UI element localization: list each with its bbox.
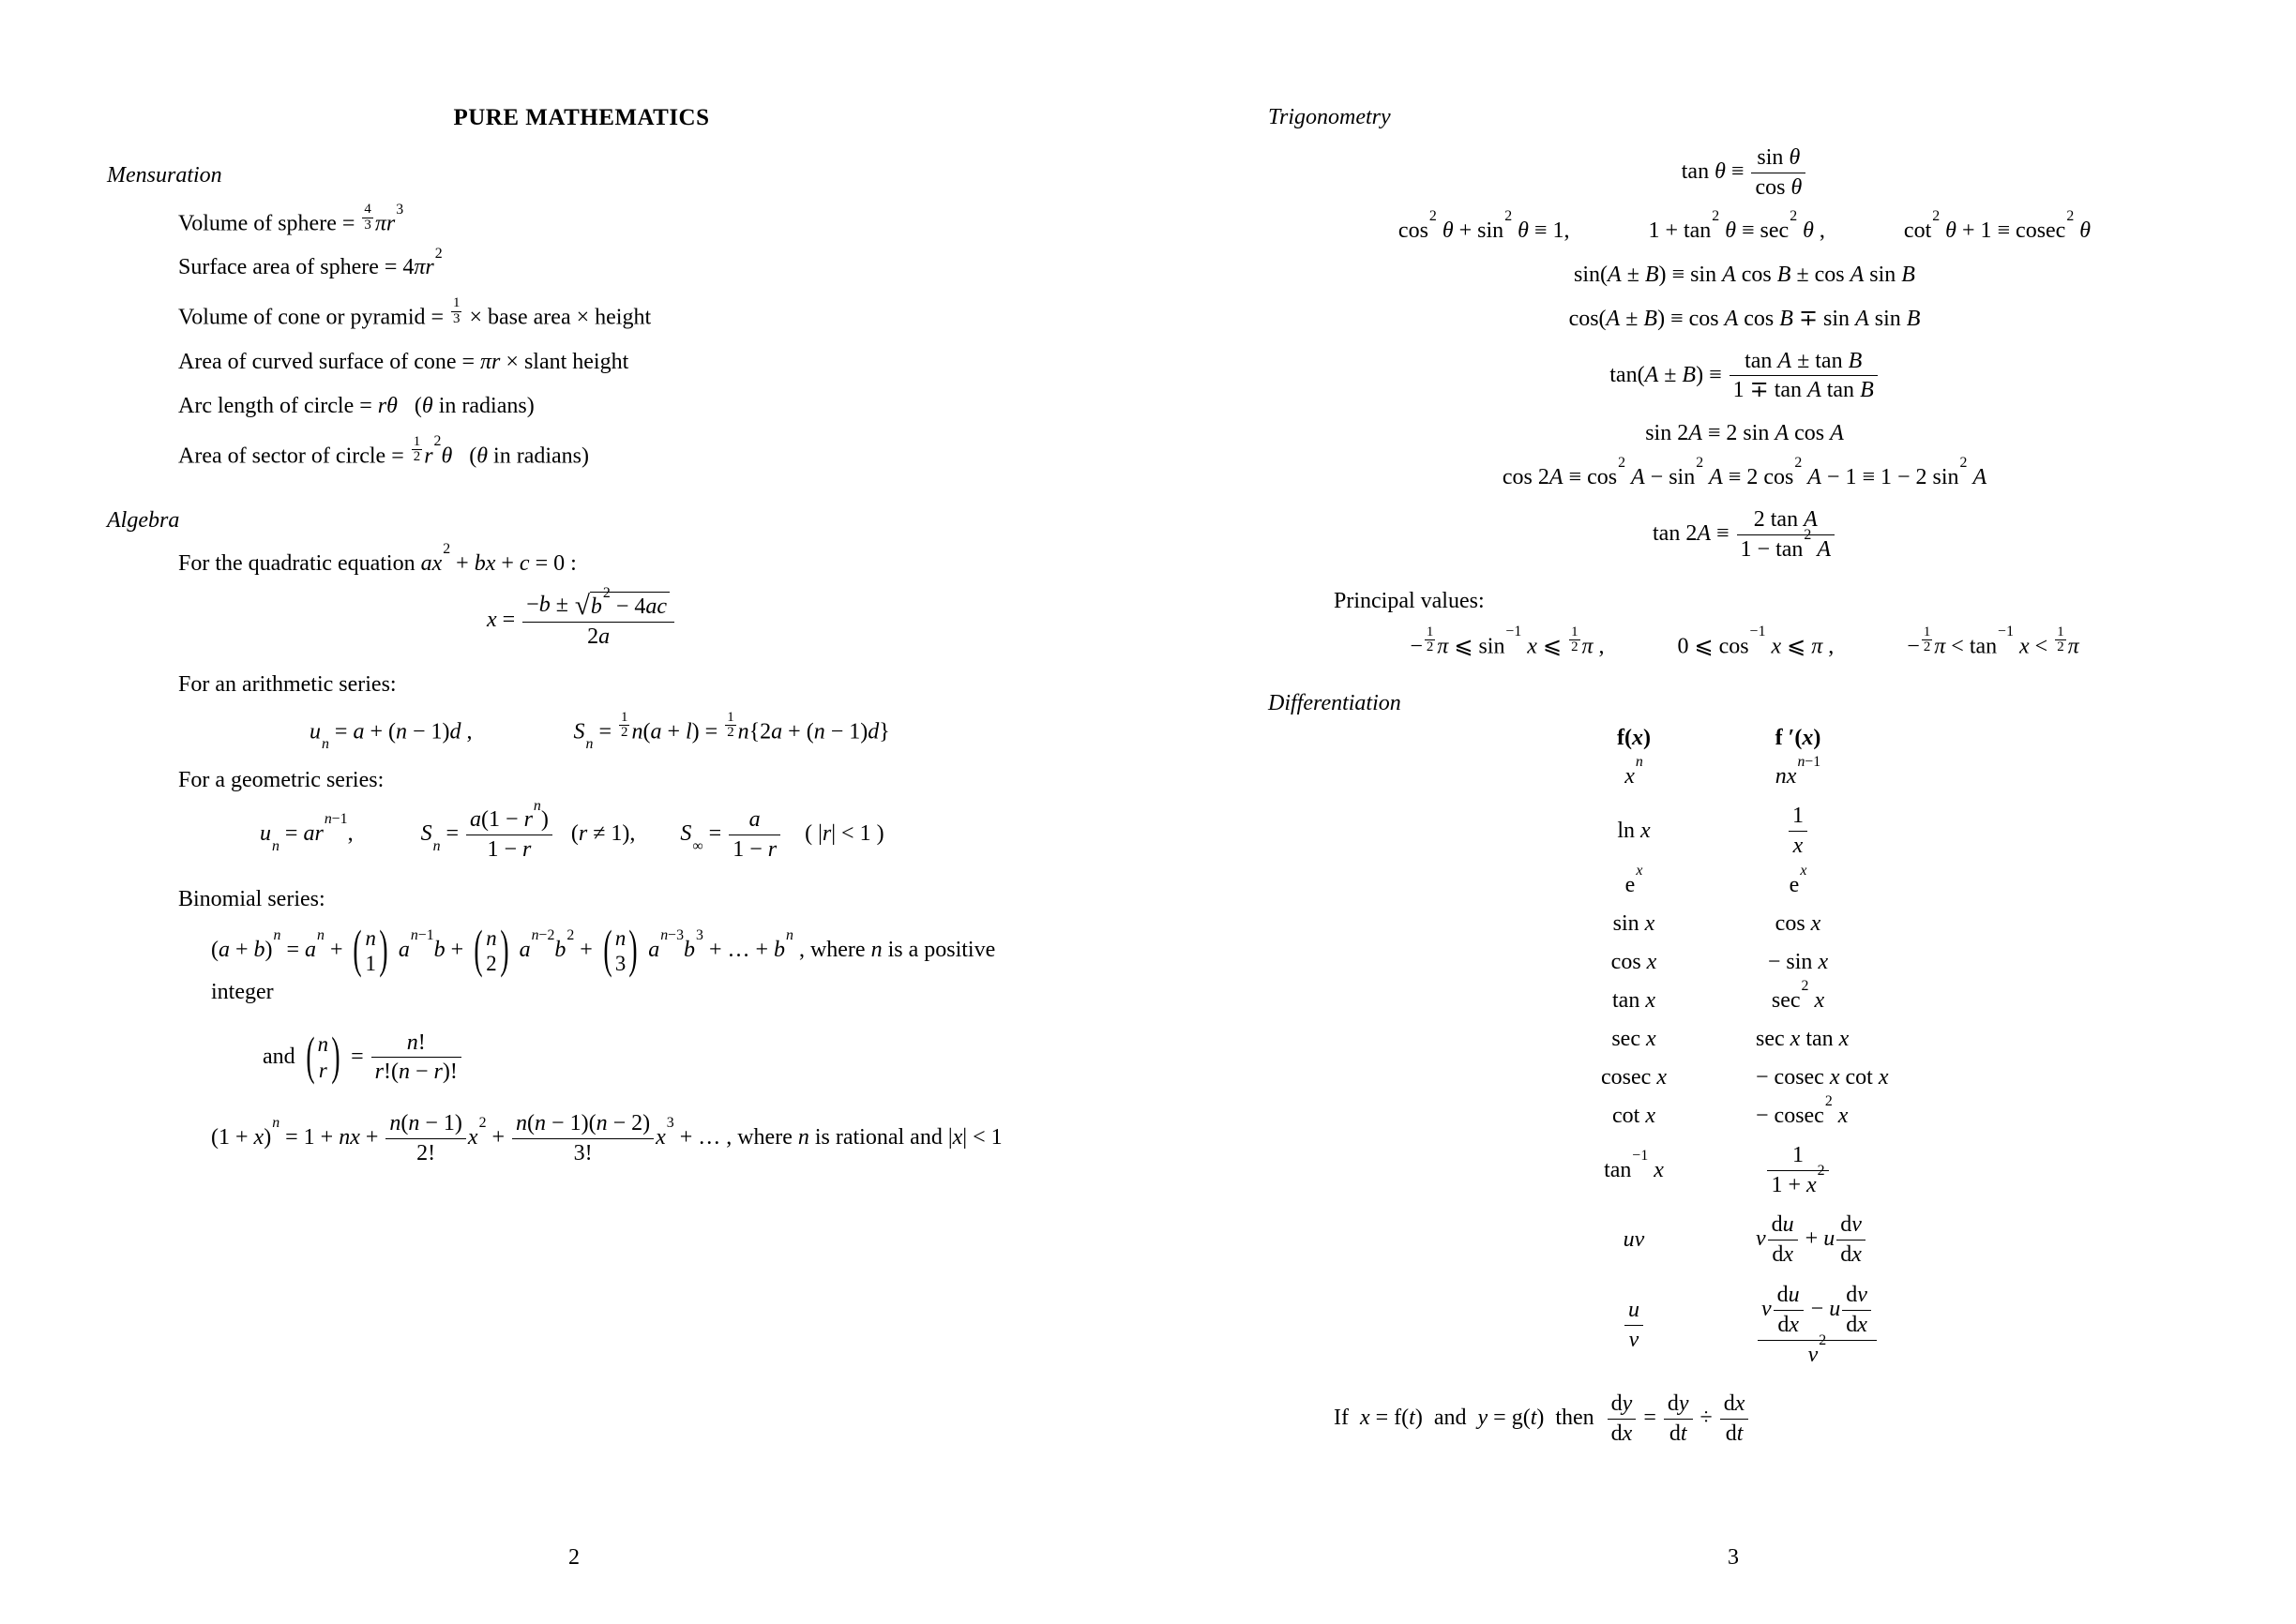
page-right <box>1268 105 2221 1448</box>
differentiation-header-row <box>1268 726 2221 751</box>
fprime-cell: $nx^{n-1}$ <box>1775 754 1821 789</box>
binomial-rational-formula: $(1 + x)^n = 1$ + nx + $\frac{n(n - 1)}{2!}$ $x^2$ + $\frac{n(n - 1)(n - 2)}{3!}$ $x^3$ + … , where n is rational and |x| < 1 <box>211 1111 1003 1165</box>
mensuration-formula-line: Surface area of sphere = $4\pi r^2$ <box>178 245 443 280</box>
differentiation-row <box>1268 754 2221 789</box>
principal-values-line: − $\frac{1}{2}$ π ⩽ $\sin^{-1} x$ ⩽ $\frac{1}{2}$ π , 0 ⩽ $\cos^{-1} x$ ⩽ π , − $\frac{1}{2}$ $\pi < \tan^{-1} x$ < $\frac{1}{2}$ π <box>1410 624 2079 659</box>
document-title: PURE MATHEMATICS <box>453 105 710 130</box>
section-heading-trigonometry: Trigonometry <box>1268 105 1391 129</box>
page-number-right: 3 <box>1728 1545 1739 1570</box>
fx-cell: cosec x <box>1601 1064 1667 1090</box>
page-number-left: 2 <box>568 1545 580 1570</box>
trigonometry-formula-line: tan θ ≡ $\frac{\text{sin θ}}{\text{cos θ}}$ <box>1268 144 2221 202</box>
mensuration-formula-line: Arc length of circle = rθ (θ in radians) <box>178 393 535 418</box>
trigonometry-formula-line: tan(A ± B) ≡ $\frac{\text{tan A ± tan B}}{\text{1 ∓ tan A tan B}}$ <box>1268 348 2221 405</box>
arithmetic-series-formula: $u_n = a + (n - 1)d$ , $S_n$ = $\frac{1}{2}$ n(a + l) = $\frac{1}{2}$ n{2a + (n − 1)d} <box>310 709 890 752</box>
fprime-cell: cos x <box>1775 910 1821 936</box>
fx-cell: uv <box>1623 1227 1645 1253</box>
mensuration-formula-line: Area of sector of circle = $\frac{1}{2}$ $r^2\theta$ (θ in radians) <box>178 433 590 469</box>
differentiation-row <box>1268 911 2221 937</box>
differentiation-row <box>1268 1027 2221 1052</box>
differentiation-row <box>1268 978 2221 1014</box>
trigonometry-formula-line: $\cos^2 \theta + \sin^2 \theta \equiv 1$, $1 + \tan^2 \theta \equiv \sec^2 \theta$ , $\cot^2 \theta + 1 \equiv cosec^2$ θ <box>1397 207 2092 243</box>
trigonometry-formula-line: tan 2A ≡ $\frac{\text{2 tan A}}{1 - \tan^2 A}$ <box>1268 506 2221 564</box>
fprime-cell: $\frac{1}{x}$ <box>1756 803 1840 860</box>
geometric-series-intro: For a geometric series: <box>178 768 385 793</box>
fx-cell: sin x <box>1612 910 1655 936</box>
fx-cell: $\tan^{-1} x$ <box>1604 1147 1664 1182</box>
binomial-series-intro: Binomial series: <box>178 886 325 911</box>
binomial-expansion-formula: $(a + b)^n = a^n$ + ( n 1 ) $a^{n-1}b$ + ( n 2 ) $a^{n-2}b^2$ + ( n 3 ) $a^{n-3}b^3$ + … + $b^n$ , where n is a positive integer <box>211 922 1002 1004</box>
trigonometry-lines <box>1268 144 2221 564</box>
fprime-cell: $\frac{1}{1 + x^2}$ <box>1756 1142 1840 1199</box>
fx-cell: cot x <box>1612 1103 1655 1128</box>
trigonometry-formula-line: sin 2A ≡ 2 sin A cos A <box>1645 421 1844 446</box>
page-left <box>107 105 1056 1167</box>
differentiation-row <box>1268 1142 2221 1199</box>
differentiation-table <box>1268 754 2221 1368</box>
differentiation-row <box>1268 950 2221 975</box>
fx-column-header: f(x) <box>1617 726 1651 751</box>
fx-cell: cos x <box>1610 949 1657 974</box>
principal-values-heading: Principal values: <box>1334 588 1485 613</box>
section-heading-mensuration: Mensuration <box>107 163 222 188</box>
parametric-differentiation-line: If x = f(t) and y = g(t) then $\frac{dy}{dx}$ = $\frac{dy}{dt}$ ÷ $\frac{dx}{dt}$ <box>1268 1391 2221 1448</box>
fprime-cell: − cosec x cot x <box>1756 1064 1889 1090</box>
fprime-cell: − cosec$^2$ x <box>1756 1093 1849 1128</box>
fx-cell: ln x <box>1617 818 1651 843</box>
arithmetic-series-intro: For an arithmetic series: <box>178 671 397 697</box>
fprime-cell: sec x tan x <box>1756 1026 1850 1051</box>
fprime-cell: $\sec^2 x$ <box>1771 978 1825 1013</box>
geometric-series-formula: $u_n = ar^{n-1}$, $S_n$ = $\frac{a(1 - r^n)}{1 - r}$ (r ≠ 1), $S_\infty$ = $\frac{a}{1 - r}$ ( |r| < 1 ) <box>260 797 884 863</box>
mensuration-lines <box>107 203 1056 471</box>
quadratic-formula-line: x = −b ± √ $b^2 - 4ac$ 2a <box>107 592 1056 651</box>
differentiation-row <box>1268 863 2221 898</box>
fprime-cell: v $\frac{du}{dx}$ − u $\frac{dv}{dx}$ $v^2$ <box>1756 1282 1840 1368</box>
differentiation-row <box>1268 1093 2221 1129</box>
differentiation-row <box>1268 1211 2221 1269</box>
fprime-cell: $e^x$ <box>1789 863 1807 897</box>
fx-cell: $\frac{u}{v}$ <box>1512 1297 1756 1354</box>
differentiation-row <box>1268 803 2221 860</box>
fx-cell: tan x <box>1612 987 1655 1013</box>
section-heading-differentiation: Differentiation <box>1268 691 1401 716</box>
fprime-column-header: f ′(x) <box>1775 726 1821 751</box>
trigonometry-formula-line: sin(A ± B) ≡ sin A cos B ± cos A sin B <box>1574 262 1915 287</box>
mensuration-formula-line: Volume of cone or pyramid = $\frac{1}{3}$ × base area × height <box>178 295 652 330</box>
fx-cell: sec x <box>1611 1026 1656 1051</box>
binomial-coefficient-formula: and ( n r ) = $\frac{n!}{r!(n - r)!}$ <box>107 1030 1056 1087</box>
trigonometry-formula-line: cos(A ± B) ≡ cos A cos B ∓ sin A sin B <box>1568 306 1921 331</box>
mensuration-formula-line: Volume of sphere = $\frac{4}{3}$ $\pi r^3$ <box>178 201 404 236</box>
quadratic-intro-line: For the quadratic equation $ax^2$ + bx + c = 0 : <box>178 541 577 577</box>
trigonometry-formula-line: $\cos 2A \equiv \cos^2 A - \sin^2 A \equiv 2$ $\cos^2 A - 1 \equiv 1 - 2$ $\sin^2 A$ <box>1502 455 1987 490</box>
section-heading-algebra: Algebra <box>107 508 180 534</box>
fprime-cell: − sin x <box>1767 949 1829 974</box>
fprime-cell: v $\frac{du}{dx}$ + u $\frac{dv}{dx}$ <box>1756 1211 1840 1269</box>
differentiation-row <box>1268 1065 2221 1090</box>
mensuration-formula-line: Area of curved surface of cone = πr × slant height <box>178 349 629 374</box>
fx-cell: $e^x$ <box>1624 863 1643 897</box>
differentiation-row <box>1268 1282 2221 1368</box>
fx-cell: $x^n$ <box>1624 754 1643 789</box>
